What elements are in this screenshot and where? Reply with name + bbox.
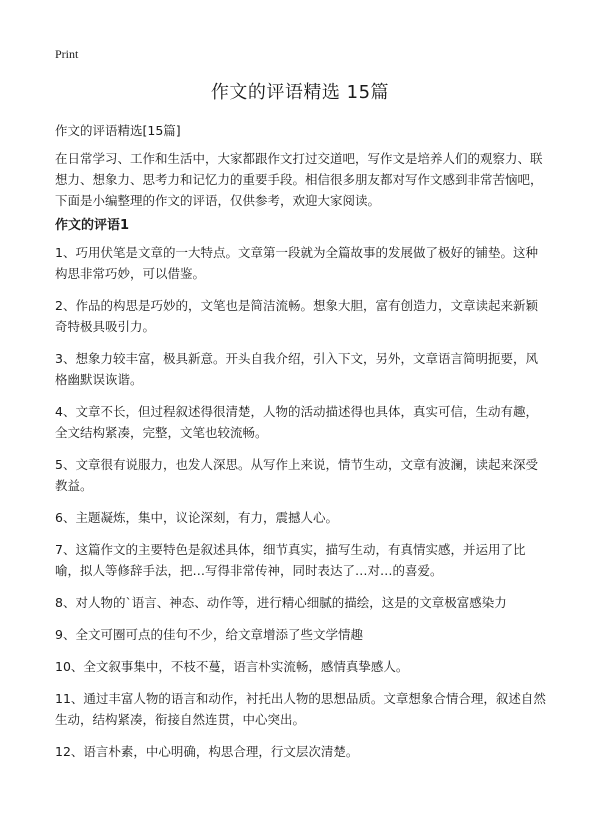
comment-item: 5、文章很有说服力，也发人深思。从写作上来说，情节生动，文章有波澜，读起来深受教益。 bbox=[55, 457, 538, 493]
comment-item: 6、主题凝炼，集中，议论深刻，有力，震撼人心。 bbox=[55, 510, 338, 525]
comment-item: 9、全文可圈可点的佳句不少，给文章增添了些文学情趣 bbox=[55, 627, 363, 642]
comment-item: 4、文章不长，但过程叙述得很清楚，人物的活动描述得也具体，真实可信，生动有趣，全文结构紧凑，完整，文笔也较流畅。 bbox=[55, 404, 538, 440]
comment-item: 1、巧用伏笔是文章的一大特点。文章第一段就为全篇故事的发展做了极好的铺垫。这种构思非常巧妙，可以借鉴。 bbox=[55, 245, 538, 281]
comment-item: 2、作品的构思是巧妙的，文笔也是简洁流畅。想象大胆，富有创造力，文章读起来新颖奇特极具吸引力。 bbox=[55, 298, 538, 334]
comment-item: 10、全文叙事集中，不枝不蔓，语言朴实流畅，感情真挚感人。 bbox=[55, 659, 409, 674]
comment-list bbox=[55, 242, 550, 773]
intro-paragraph: 在日常学习、工作和生活中，大家都跟作文打过交道吧，写作文是培养人们的观察力、联想力、想象力、思考力和记忆力的重要手段。相信很多朋友都对写作文感到非常苦恼吧，下面是小编整理的作文的评语，仅供参考，欢迎大家阅读。 bbox=[55, 151, 543, 208]
comment-item: 7、这篇作文的主要特色是叙述具体，细节真实，描写生动，有真情实感，并运用了比喻，拟人等修辞手法，把…写得非常传神，同时表达了…对…的喜爱。 bbox=[55, 542, 526, 578]
document-subtitle: 作文的评语精选[15篇] bbox=[55, 123, 181, 138]
comment-item: 8、对人物的`语言、神态、动作等，进行精心细腻的描绘，这是的文章极富感染力 bbox=[55, 595, 507, 610]
print-link[interactable]: Print bbox=[55, 47, 79, 61]
comment-item: 3、想象力较丰富，极具新意。开头自我介绍，引入下文，另外，文章语言简明扼要，风格幽默误诙谐。 bbox=[55, 351, 538, 387]
comment-item: 12、语言朴素，中心明确，构思合理，行文层次清楚。 bbox=[55, 744, 359, 759]
section-heading: 作文的评语1 bbox=[55, 218, 130, 233]
comment-item: 11、通过丰富人物的语言和动作，衬托出人物的思想品质。文章想象合情合理，叙述自然生动，结构紧凑，衔接自然连贯，中心突出。 bbox=[55, 691, 546, 727]
page-title: 作文的评语精选 15篇 bbox=[210, 82, 390, 103]
